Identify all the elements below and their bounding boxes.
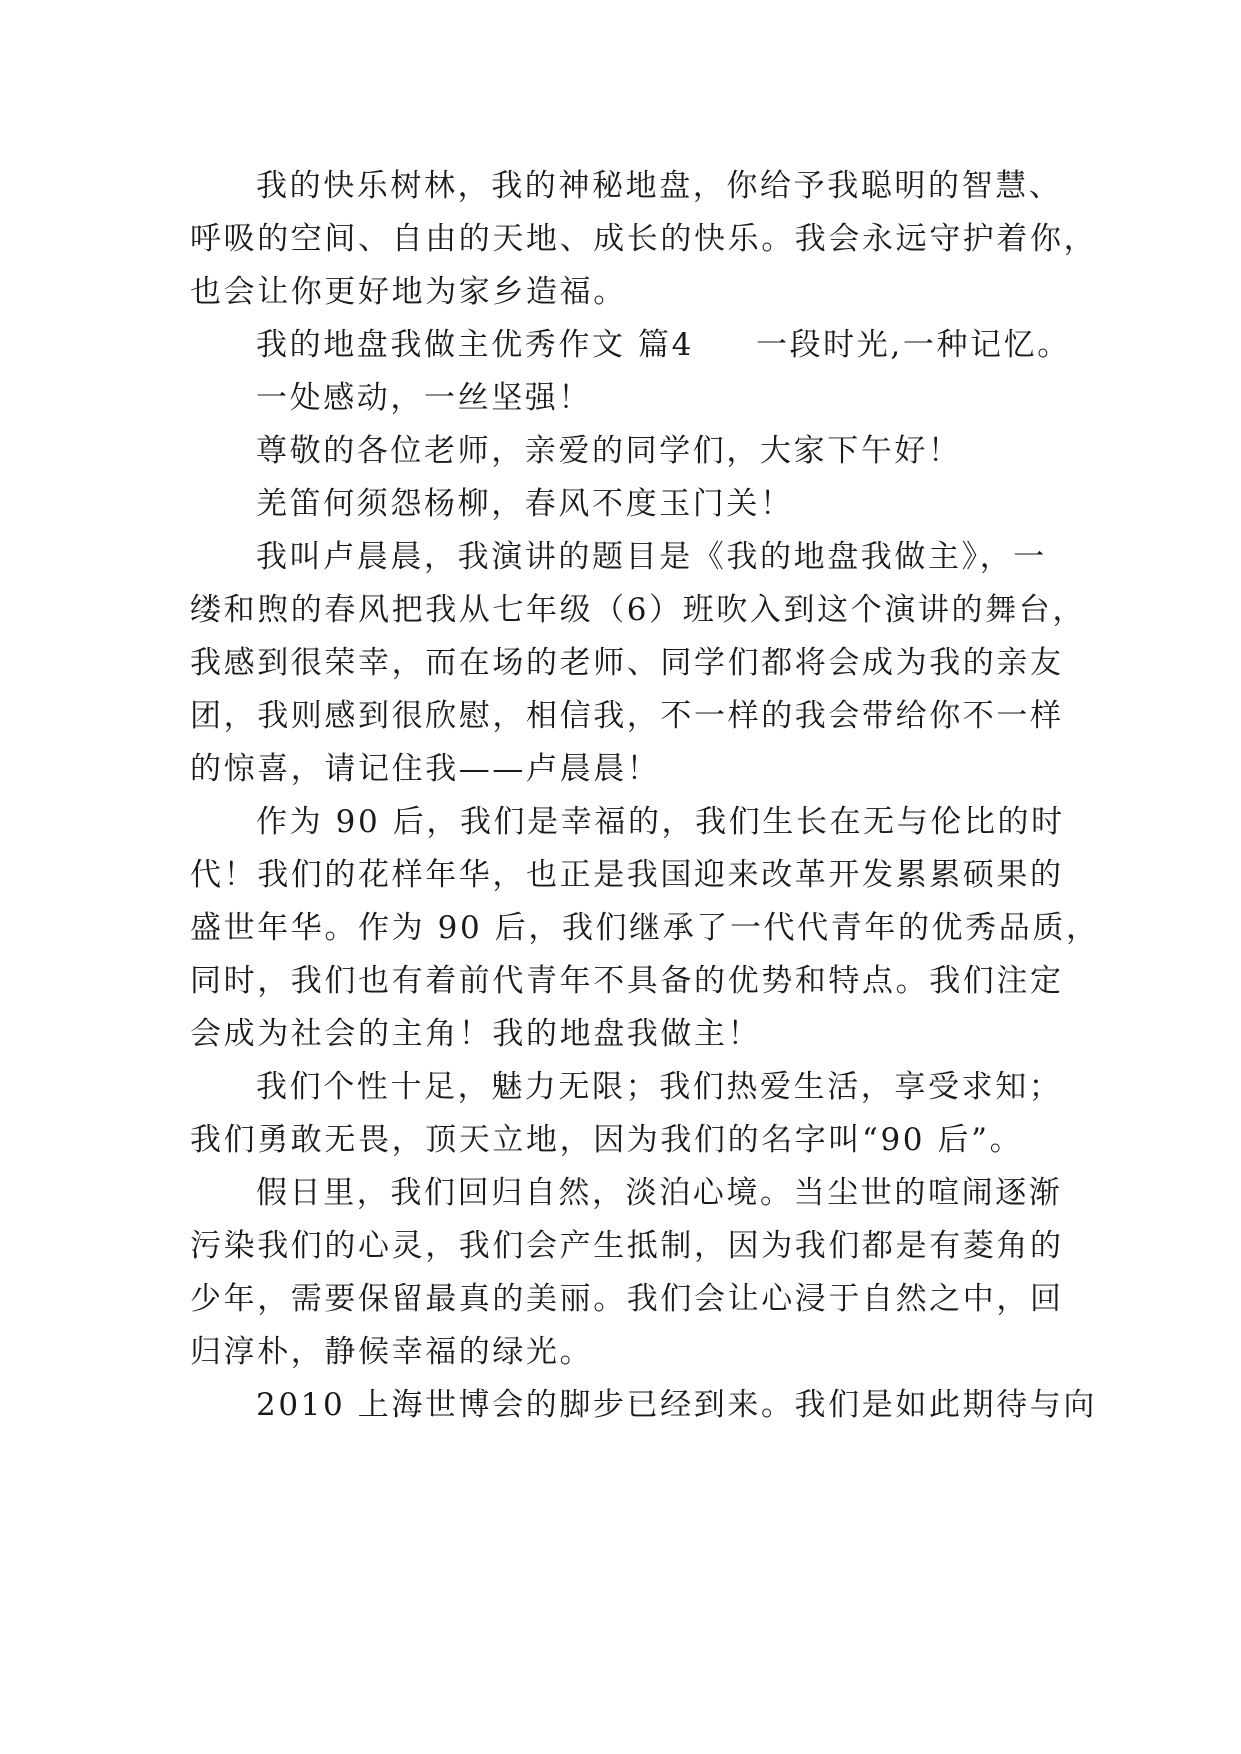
text-line: 我们个性十足，魅力无限；我们热爱生活，享受求知； xyxy=(256,1069,1063,1105)
text-line: 我感到很荣幸，而在场的老师、同学们都将会成为我的亲友 xyxy=(190,645,1064,681)
section-heading: 我的地盘我做主优秀作文 篇4 xyxy=(256,327,694,363)
text-line: 我的快乐树林，我的神秘地盘，你给予我聪明的智慧、 xyxy=(256,168,1063,204)
text-line: 团，我则感到很欣慰，相信我，不一样的我会带给你不一样 xyxy=(190,698,1064,734)
text-line: 假日里，我们回归自然，淡泊心境。当尘世的喧闹逐渐 xyxy=(256,1175,1063,1211)
text-line: 2010 上海世博会的脚步已经到来。我们是如此期待与向 xyxy=(256,1387,1097,1423)
text-line: 的惊喜，请记住我——卢晨晨！ xyxy=(190,751,661,787)
text-line: 同时，我们也有着前代青年不具备的优势和特点。我们注定 xyxy=(190,963,1064,999)
text-line: 归淳朴，静候幸福的绿光。 xyxy=(190,1334,594,1370)
text-line: 会成为社会的主角！我的地盘我做主！ xyxy=(190,1016,762,1052)
section-heading-line xyxy=(256,319,1071,371)
text-line: 羌笛何须怨杨柳，春风不度玉门关！ xyxy=(256,486,794,522)
text-line: 缕和煦的春风把我从七年级（6）班吹入到这个演讲的舞台， xyxy=(190,592,1086,628)
text-line: 盛世年华。作为 90 后，我们继承了一代代青年的优秀品质， xyxy=(190,910,1100,946)
text-line: 我叫卢晨晨，我演讲的题目是《我的地盘我做主》，一 xyxy=(256,539,1047,575)
text-line: 我们勇敢无畏，顶天立地，因为我们的名字叫“90 后”。 xyxy=(190,1122,1024,1158)
text-line: 一段时光,一种记忆。 xyxy=(755,327,1071,363)
text-line: 也会让你更好地为家乡造福。 xyxy=(190,274,627,310)
text-line: 少年，需要保留最真的美丽。我们会让心浸于自然之中，回 xyxy=(190,1281,1064,1317)
text-line: 污染我们的心灵，我们会产生抵制，因为我们都是有菱角的 xyxy=(190,1228,1064,1264)
text-line: 代！我们的花样年华，也正是我国迎来改革开发累累硕果的 xyxy=(190,857,1064,893)
text-line: 一处感动，一丝坚强！ xyxy=(256,380,592,416)
text-line: 尊敬的各位老师，亲爱的同学们，大家下午好！ xyxy=(256,433,962,469)
text-line: 作为 90 后，我们是幸福的，我们生长在无与伦比的时 xyxy=(256,804,1065,840)
text-line: 呼吸的空间、自由的天地、成长的快乐。我会永远守护着你， xyxy=(190,221,1098,257)
